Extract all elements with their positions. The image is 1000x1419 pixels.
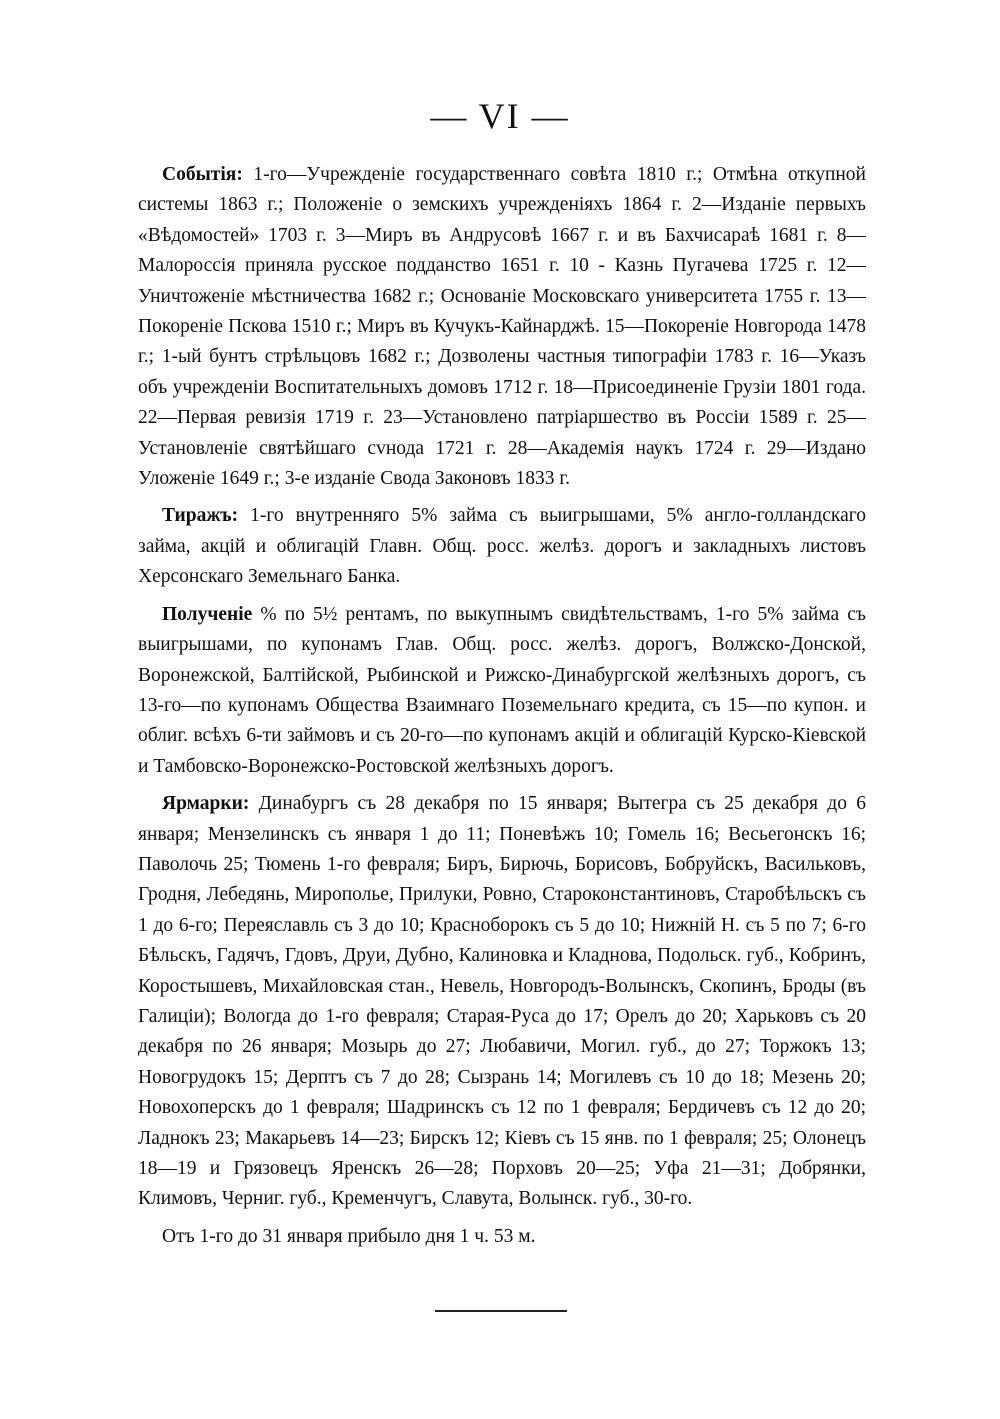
draw-heading: Тиражъ: (162, 505, 239, 527)
receipt-heading: Полученіе (162, 603, 253, 625)
page-body (138, 160, 866, 1259)
fairs-paragraph (138, 789, 866, 1215)
events-paragraph (138, 160, 866, 494)
page-number: — VI — (430, 96, 570, 136)
receipt-paragraph (138, 600, 866, 782)
fairs-text: Динабургъ съ 28 декабря по 15 января; Вытегра съ 25 декабря до 6 января; Мензелинскъ съ января 1 до 11; Поневѣжъ 10; Гомель 16; Весьегонскъ 16; Паволочь 25; Тюмень 1-го февраля; Биръ, Бирючь, Борисовъ, Бобруйскъ, Васильковъ, Гродня, Лебедянь, Мирополье, Прилуки, Ровно, Староконстантиновъ, Старобѣльскъ съ 1 до 6-го; Переяславль съ 3 до 10; Красноборокъ съ 5 до 10; Нижній Н. съ 5 по 7; 6-го Бѣльскъ, Гадячъ, Гдовъ, Друи, Дубно, Калиновка и Кладнова, Подольск. губ., Кобринъ, Коростышевъ, Михайловская стан., Невель, Новгородъ-Волынскъ, Скопинъ, Броды (въ Галиціи); Вологда до 1-го февраля; Старая-Руса до 17; Орелъ до 20; Харьковъ съ 20 декабря по 26 января; Мозырь до 27; Любавичи, Могил. губ., до 27; Торжокъ 13; Новогрудокъ 15; Дерптъ съ 7 до 28; Сызрань 14; Могилевъ съ 10 до 18; Мезень 20; Новохоперскъ до 1 февраля; Шадринскъ съ 12 по 1 февраля; Бердичевъ съ 12 до 20; Ладнокъ 23; Макарьевъ 14—23; Бирскъ 12; Кіевъ съ 15 янв. по 1 февраля; 25; Олонецъ 18—19 и Грязовецъ Яренскъ 26—28; Порховъ 20—25; Уфа 21—31; Добрянки, Климовъ, Черниг. губ., Кременчугъ, Славута, Волынск. губ., 30-го. (138, 793, 866, 1210)
events-text: 1-го—Учрежденіе государственнаго совѣта 1810 г.; Отмѣна откупной системы 1863 г.; Положеніе о земскихъ учрежденіяхъ 1864 г. 2—Изданіе первыхъ «Вѣдомостей» 1703 г. 3—Миръ въ Андрусовѣ 1667 г. и въ Бахчисараѣ 1681 г. 8—Малороссія приняла русское подданство 1651 г. 10 - Казнь Пугачева 1725 г. 12—Уничтоженіе мѣстничества 1682 г.; Основаніе Московскаго университета 1755 г. 13—Покореніе Пскова 1510 г.; Миръ въ Кучукъ-Кайнарджѣ. 15—Покореніе Новгорода 1478 г.; 1-ый бунтъ стрѣльцовъ 1682 г.; Дозволены частныя типографіи 1783 г. 16—Указъ объ учрежденіи Воспитательныхъ домовъ 1712 г. 18—Присоединеніе Грузіи 1801 года. 22—Первая ревизія 1719 г. 23—Установлено патріаршество въ Россіи 1589 г. 25—Установленіе святѣйшаго сvнода 1721 г. 28—Академія наукъ 1724 г. 29—Издано Уложеніе 1649 г.; 3-е изданіе Свода Законовъ 1833 г. (138, 164, 866, 490)
draw-paragraph (138, 501, 866, 592)
fairs-heading: Ярмарки: (162, 793, 250, 815)
events-heading: Событія: (162, 164, 243, 185)
closing-rule (435, 1310, 567, 1312)
receipt-text: % по 5½ рентамъ, по выкупнымъ свидѣтельствамъ, 1-го 5% займа съ выигрышами, по купонамъ Глав. Общ. росс. желѣз. дорогъ, Волжско-Донской, Воронежской, Балтійской, Рыбинской и Рижско-Динабургской желѣзныхъ дорогъ, съ 13-го—по купонамъ Общества Взаимнаго Поземельнаго кредита, съ 15—по купон. и облиг. всѣхъ 6-ти займовъ и съ 20-го—по купонамъ акцій и облигацій Курско-Кіевской и Тамбовско-Воронежско-Ростовской желѣзныхъ дорогъ. (138, 603, 866, 777)
draw-text: 1-го внутренняго 5% займа съ выигрышами, 5% англо-голландскаго займа, акцій и облигацій Главн. Общ. росс. желѣз. дорогъ и закладныхъ листовъ Херсонскаго Земельнаго Банка. (138, 505, 866, 588)
daylight-paragraph: Отъ 1-го до 31 января прибыло дня 1 ч. 53 м. (162, 1225, 536, 1247)
